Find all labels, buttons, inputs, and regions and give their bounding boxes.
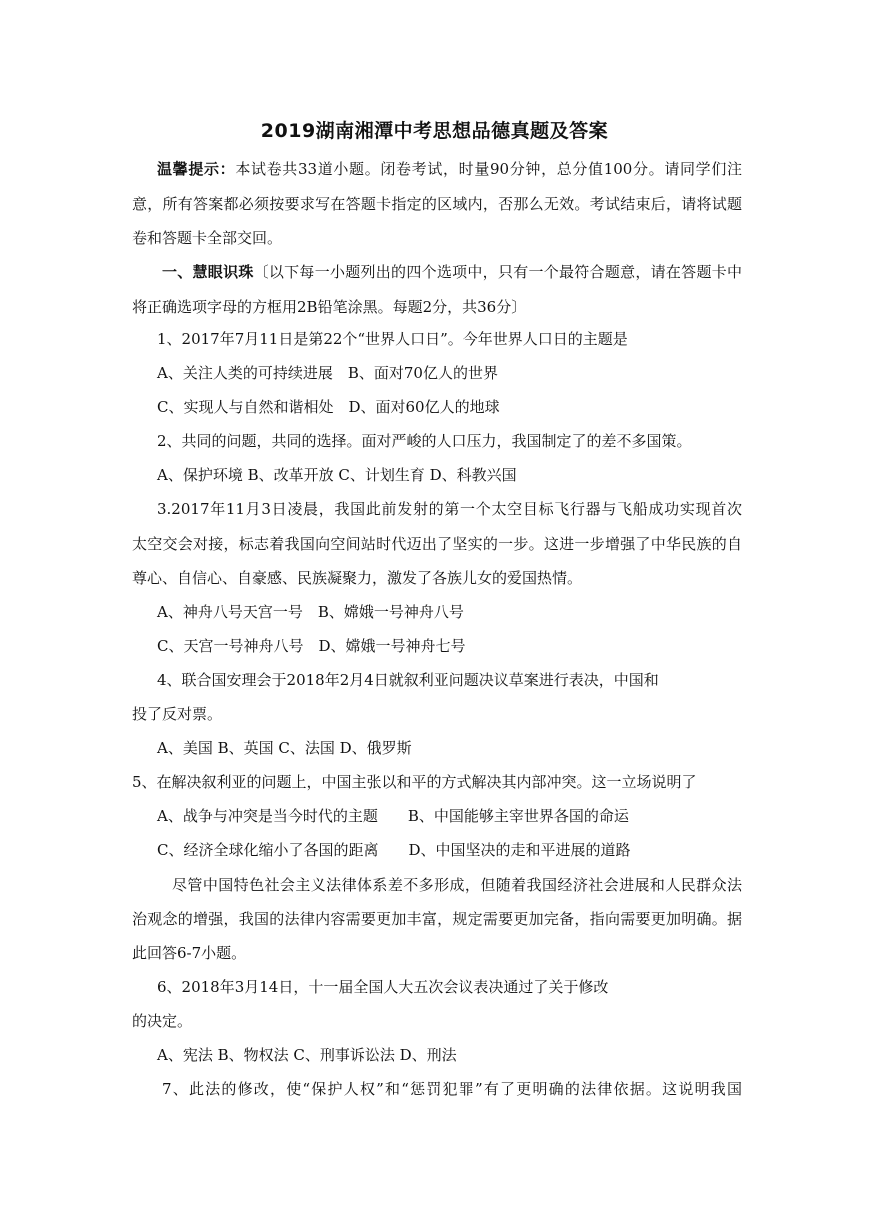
section1-text-1: 〔以下每一小题列出的四个选项中，只有一个最符合题意，请在答题卡中 [253,263,742,281]
notice-label: 温馨提示： [157,160,236,178]
q6-options: A、宪法 B、物权法 C、刑事诉讼法 D、刑法 [157,1046,457,1064]
q4-line-2: 投了反对票。 [132,705,223,723]
q2-stem: 2、共同的问题，共同的选择。面对严峻的人口压力，我国制定了的差不多国策。 [157,432,692,450]
q4-options: A、美国 B、英国 C、法国 D、俄罗斯 [157,739,412,757]
q3-options-2: C、天宫一号神舟八号 D、嫦娥一号神舟七号 [157,637,466,655]
notice-line-3: 卷和答题卡全部交回。 [132,229,283,247]
q1-options-1: A、关注人类的可持续进展 B、面对70亿人的世界 [157,364,498,382]
passage-line-3: 此回答6-7小题。 [132,944,247,962]
q2-options: A、保护环境 B、改革开放 C、计划生育 D、科教兴国 [157,466,517,484]
q6-line-2: 的决定。 [132,1012,193,1030]
q5-options-1: A、战争与冲突是当今时代的主题 B、中国能够主宰世界各国的命运 [157,807,629,825]
q7-line-1: 7、此法的修改，使“保护人权”和“惩罚犯罪”有了更明确的法律依据。这说明我国 [162,1080,742,1098]
notice-text-1: 本试卷共33道小题。闭卷考试，时量90分钟，总分值100分。请同学们注 [235,160,742,178]
q6-line-1: 6、2018年3月14日，十一届全国人大五次会议表决通过了关于修改 [157,978,609,996]
section1-header [162,261,742,283]
q3-line-3: 尊心、自信心、自豪感、民族凝聚力，激发了各族儿女的爱国热情。 [132,569,583,587]
q4-line-1: 4、联合国安理会于2018年2月4日就叙利亚问题决议草案进行表决，中国和 [157,671,659,689]
q1-stem: 1、2017年7月11日是第22个“世界人口日”。今年世界人口日的主题是 [157,330,628,348]
notice-line-2: 意，所有答案都必须按要求写在答题卡指定的区域内，否那么无效。考试结束后，请将试题 [132,195,742,213]
notice-line-1 [157,158,742,180]
q5-stem: 5、在解决叙利亚的问题上，中国主张以和平的方式解决其内部冲突。这一立场说明了 [132,773,697,791]
q1-options-2: C、实现人与自然和谐相处 D、面对60亿人的地球 [157,398,500,416]
passage-line-2: 治观念的增强，我国的法律内容需要更加丰富，规定需要更加完备，指向需要更加明确。据 [132,910,742,928]
passage-line-1: 尽管中国特色社会主义法律体系差不多形成，但随着我国经济社会进展和人民群众法 [172,876,742,894]
q3-options-1: A、神舟八号天宫一号 B、嫦娥一号神舟八号 [157,603,464,621]
q3-line-2: 太空交会对接，标志着我国向空间站时代迈出了坚实的一步。这进一步增强了中华民族的自 [132,535,742,553]
q5-options-2: C、经济全球化缩小了各国的距离 D、中国坚决的走和平进展的道路 [157,841,631,859]
section1-line-2: 将正确选项字母的方框用2B铅笔涂黑。每题2分，共36分〕 [132,298,527,316]
document-title: 2019湖南湘潭中考思想品德真题及答案 [260,120,609,142]
section1-label: 一、慧眼识珠 [162,263,254,281]
q3-line-1: 3.2017年11月3日凌晨，我国此前发射的第一个太空目标飞行器与飞船成功实现首次 [157,500,742,518]
